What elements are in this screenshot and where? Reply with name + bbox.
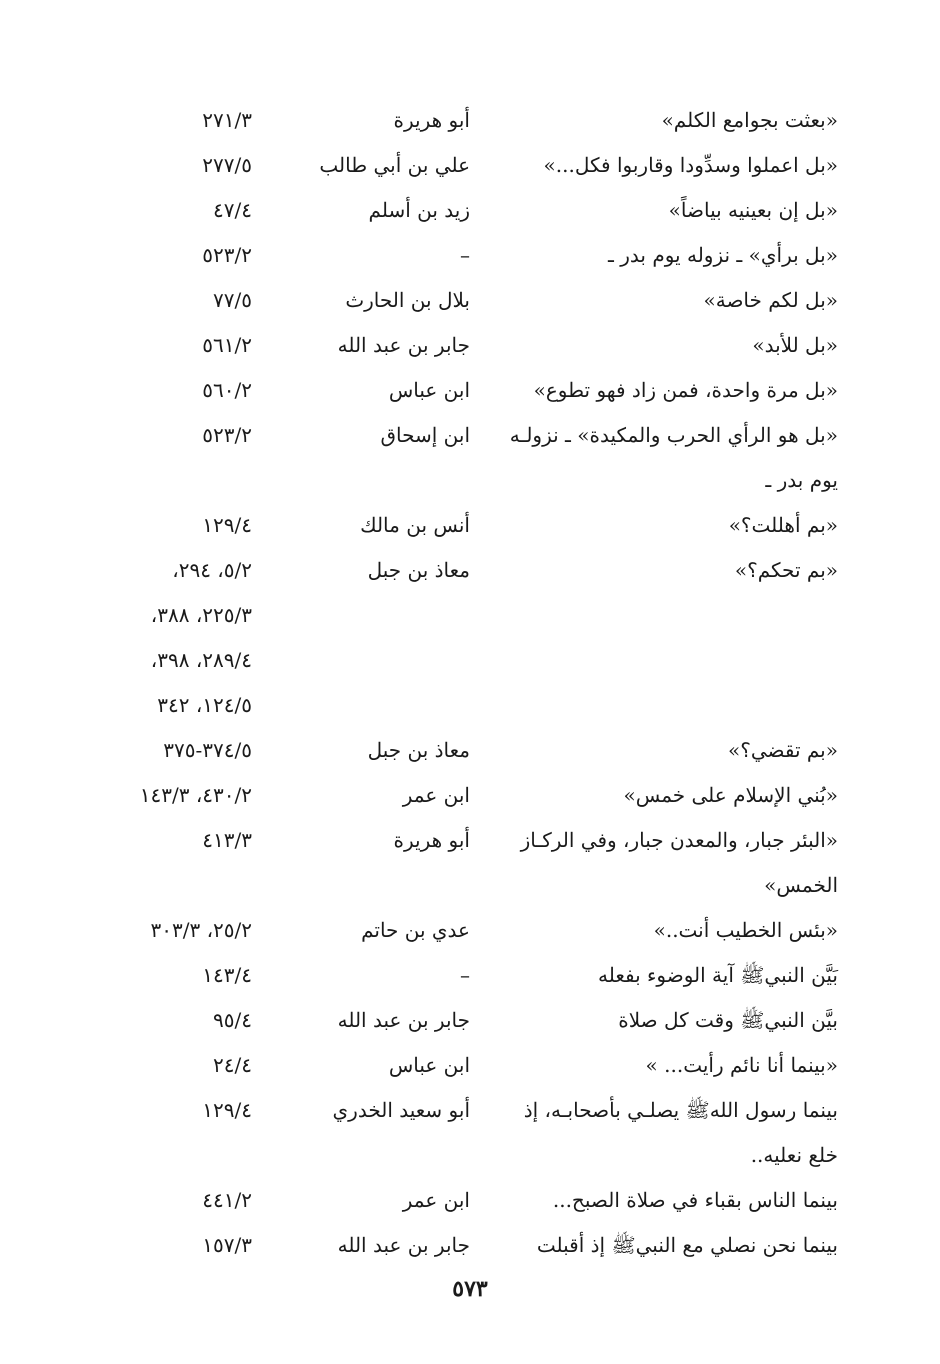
hadith-text: «بل برأي» ـ نزوله يوم بدر ـ: [608, 243, 838, 267]
narrator-name: أنس بن مالك: [360, 513, 470, 537]
volume-page-reference: ٥٢٣/٢: [202, 243, 252, 267]
index-row: [60, 1223, 850, 1268]
index-row: [60, 728, 850, 773]
volume-page-reference: ٢٨٩/٤، ٣٩٨،: [150, 648, 252, 672]
volume-page-reference: ٥/٢، ٢٩٤،: [172, 558, 252, 582]
narrator-name: معاذ بن جبل: [367, 558, 470, 582]
narrator-name: أبو سعيد الخدري: [332, 1098, 470, 1122]
narrator-name: معاذ بن جبل: [367, 738, 470, 762]
index-row: [60, 413, 850, 458]
narrator-name: أبو هريرة: [393, 828, 470, 852]
volume-page-reference: ٥٦٠/٢: [202, 378, 252, 402]
narrator-name: علي بن أبي طالب: [319, 153, 470, 177]
index-row: [60, 143, 850, 188]
narrator-name: جابر بن عبد الله: [337, 333, 470, 357]
hadith-text: «بل مرة واحدة، فمن زاد فهو تطوع»: [533, 378, 838, 402]
hadith-text: «بل هو الرأي الحرب والمكيدة» ـ نزولـه: [509, 423, 838, 447]
volume-page-reference: ٤١٣/٣: [202, 828, 252, 852]
hadith-text: «بم أهللت؟»: [728, 513, 838, 537]
volume-page-reference: ٢٧٧/٥: [202, 153, 252, 177]
index-row: [60, 98, 850, 143]
index-row: [60, 548, 850, 593]
hadith-text: يوم بدر ـ: [765, 468, 838, 492]
volume-page-reference: ٣٧٤/٥-٣٧٥: [163, 738, 252, 762]
volume-page-reference: ٥٢٣/٢: [202, 423, 252, 447]
hadith-text: [508, 683, 838, 728]
index-row: [60, 818, 850, 863]
narrator-name: عدي بن حاتم: [361, 918, 470, 942]
volume-page-reference: ٢٥/٢، ٣٠٣/٣: [150, 918, 252, 942]
index-row: [60, 188, 850, 233]
hadith-text: [508, 593, 838, 638]
volume-page-reference: ٤٤١/٢: [202, 1188, 252, 1212]
index-row: [60, 863, 850, 908]
index-row: [60, 368, 850, 413]
volume-page-reference: ١٥٧/٣: [202, 1233, 252, 1257]
narrator-name: جابر بن عبد الله: [337, 1008, 470, 1032]
hadith-text: «بُني الإسلام على خمس»: [623, 783, 838, 807]
index-row: [60, 1043, 850, 1088]
volume-page-reference: ٢٧١/٣: [202, 108, 252, 132]
volume-page-reference: ١٢٩/٤: [202, 1098, 252, 1122]
index-row: [60, 1133, 850, 1178]
index-row: [60, 638, 850, 683]
volume-page-reference: [60, 1133, 252, 1178]
hadith-text: «بم تقضي؟»: [727, 738, 838, 762]
narrator-name: ابن عباس: [388, 378, 470, 402]
hadith-text: «بئس الخطيب أنت..»: [653, 918, 838, 942]
volume-page-reference: ٥٦١/٢: [202, 333, 252, 357]
page-number: ٥٧٣: [452, 1276, 488, 1302]
hadith-text: «بل إن بعينيه بياضاً»: [668, 198, 838, 222]
hadith-text: بَيَّن النبيﷺ آية الوضوء بفعله: [597, 963, 838, 987]
narrator-name: أبو هريرة: [393, 108, 470, 132]
hadith-text: «بينما أنا نائم رأيت... »: [645, 1053, 838, 1077]
volume-page-reference: [60, 458, 252, 503]
narrator-name: [255, 863, 470, 908]
narrator-name: ابن عباس: [388, 1053, 470, 1077]
narrator-name: [255, 683, 470, 728]
index-row: [60, 1088, 850, 1133]
index-row: [60, 773, 850, 818]
index-row: [60, 323, 850, 368]
index-row: [60, 503, 850, 548]
volume-page-reference: ٧٧/٥: [213, 288, 252, 312]
hadith-text: [508, 638, 838, 683]
volume-page-reference: ٤٣٠/٢، ١٤٣/٣: [139, 783, 252, 807]
index-row: [60, 458, 850, 503]
hadith-text: «بل للأبد»: [752, 333, 838, 357]
narrator-name: –: [460, 963, 470, 987]
narrator-name: –: [460, 243, 470, 267]
index-row: [60, 953, 850, 998]
volume-page-reference: ١٢٩/٤: [202, 513, 252, 537]
hadith-text: بينما رسول اللهﷺ يصلـي بأصحابـه، إذ: [523, 1098, 838, 1122]
hadith-text: «بل اعملوا وسدِّودا وقاربوا فكل...»: [543, 153, 838, 177]
volume-page-reference: ٤٧/٤: [213, 198, 252, 222]
narrator-name: زيد بن أسلم: [368, 198, 470, 222]
volume-page-reference: [60, 863, 252, 908]
hadith-text: خلع نعليه..: [750, 1143, 838, 1167]
volume-page-reference: ٢٢٥/٣، ٣٨٨،: [150, 603, 252, 627]
index-row: [60, 1178, 850, 1223]
narrator-name: [255, 1133, 470, 1178]
volume-page-reference: ١٤٣/٤: [202, 963, 252, 987]
narrator-name: [255, 593, 470, 638]
hadith-index-table: [60, 98, 850, 1268]
narrator-name: بلال بن الحارث: [345, 288, 470, 312]
volume-page-reference: ٢٤/٤: [213, 1053, 252, 1077]
narrator-name: جابر بن عبد الله: [337, 1233, 470, 1257]
narrator-name: [255, 458, 470, 503]
index-row: [60, 233, 850, 278]
hadith-text: بيَّن النبيﷺ وقت كل صلاة: [618, 1008, 838, 1032]
hadith-text: بينما نحن نصلي مع النبيﷺ إذ أقبلت: [536, 1233, 838, 1257]
hadith-text: «بعثت بجوامع الكلم»: [661, 108, 838, 132]
hadith-text: «البئر جبار، والمعدن جبار، وفي الركـاز: [520, 828, 838, 852]
index-row: [60, 908, 850, 953]
index-row: [60, 683, 850, 728]
hadith-text: «بم تحكم؟»: [734, 558, 838, 582]
hadith-text: الخمس»: [764, 873, 838, 897]
hadith-text: بينما الناس بقباء في صلاة الصبح...: [552, 1188, 838, 1212]
narrator-name: ابن عمر: [402, 783, 470, 807]
narrator-name: ابن إسحاق: [380, 423, 470, 447]
hadith-text: «بل لكم خاصة»: [703, 288, 838, 312]
narrator-name: ابن عمر: [402, 1188, 470, 1212]
volume-page-reference: ٩٥/٤: [213, 1008, 252, 1032]
index-row: [60, 278, 850, 323]
index-row: [60, 998, 850, 1043]
index-row: [60, 593, 850, 638]
narrator-name: [255, 638, 470, 683]
volume-page-reference: ١٢٤/٥، ٣٤٢: [157, 693, 252, 717]
